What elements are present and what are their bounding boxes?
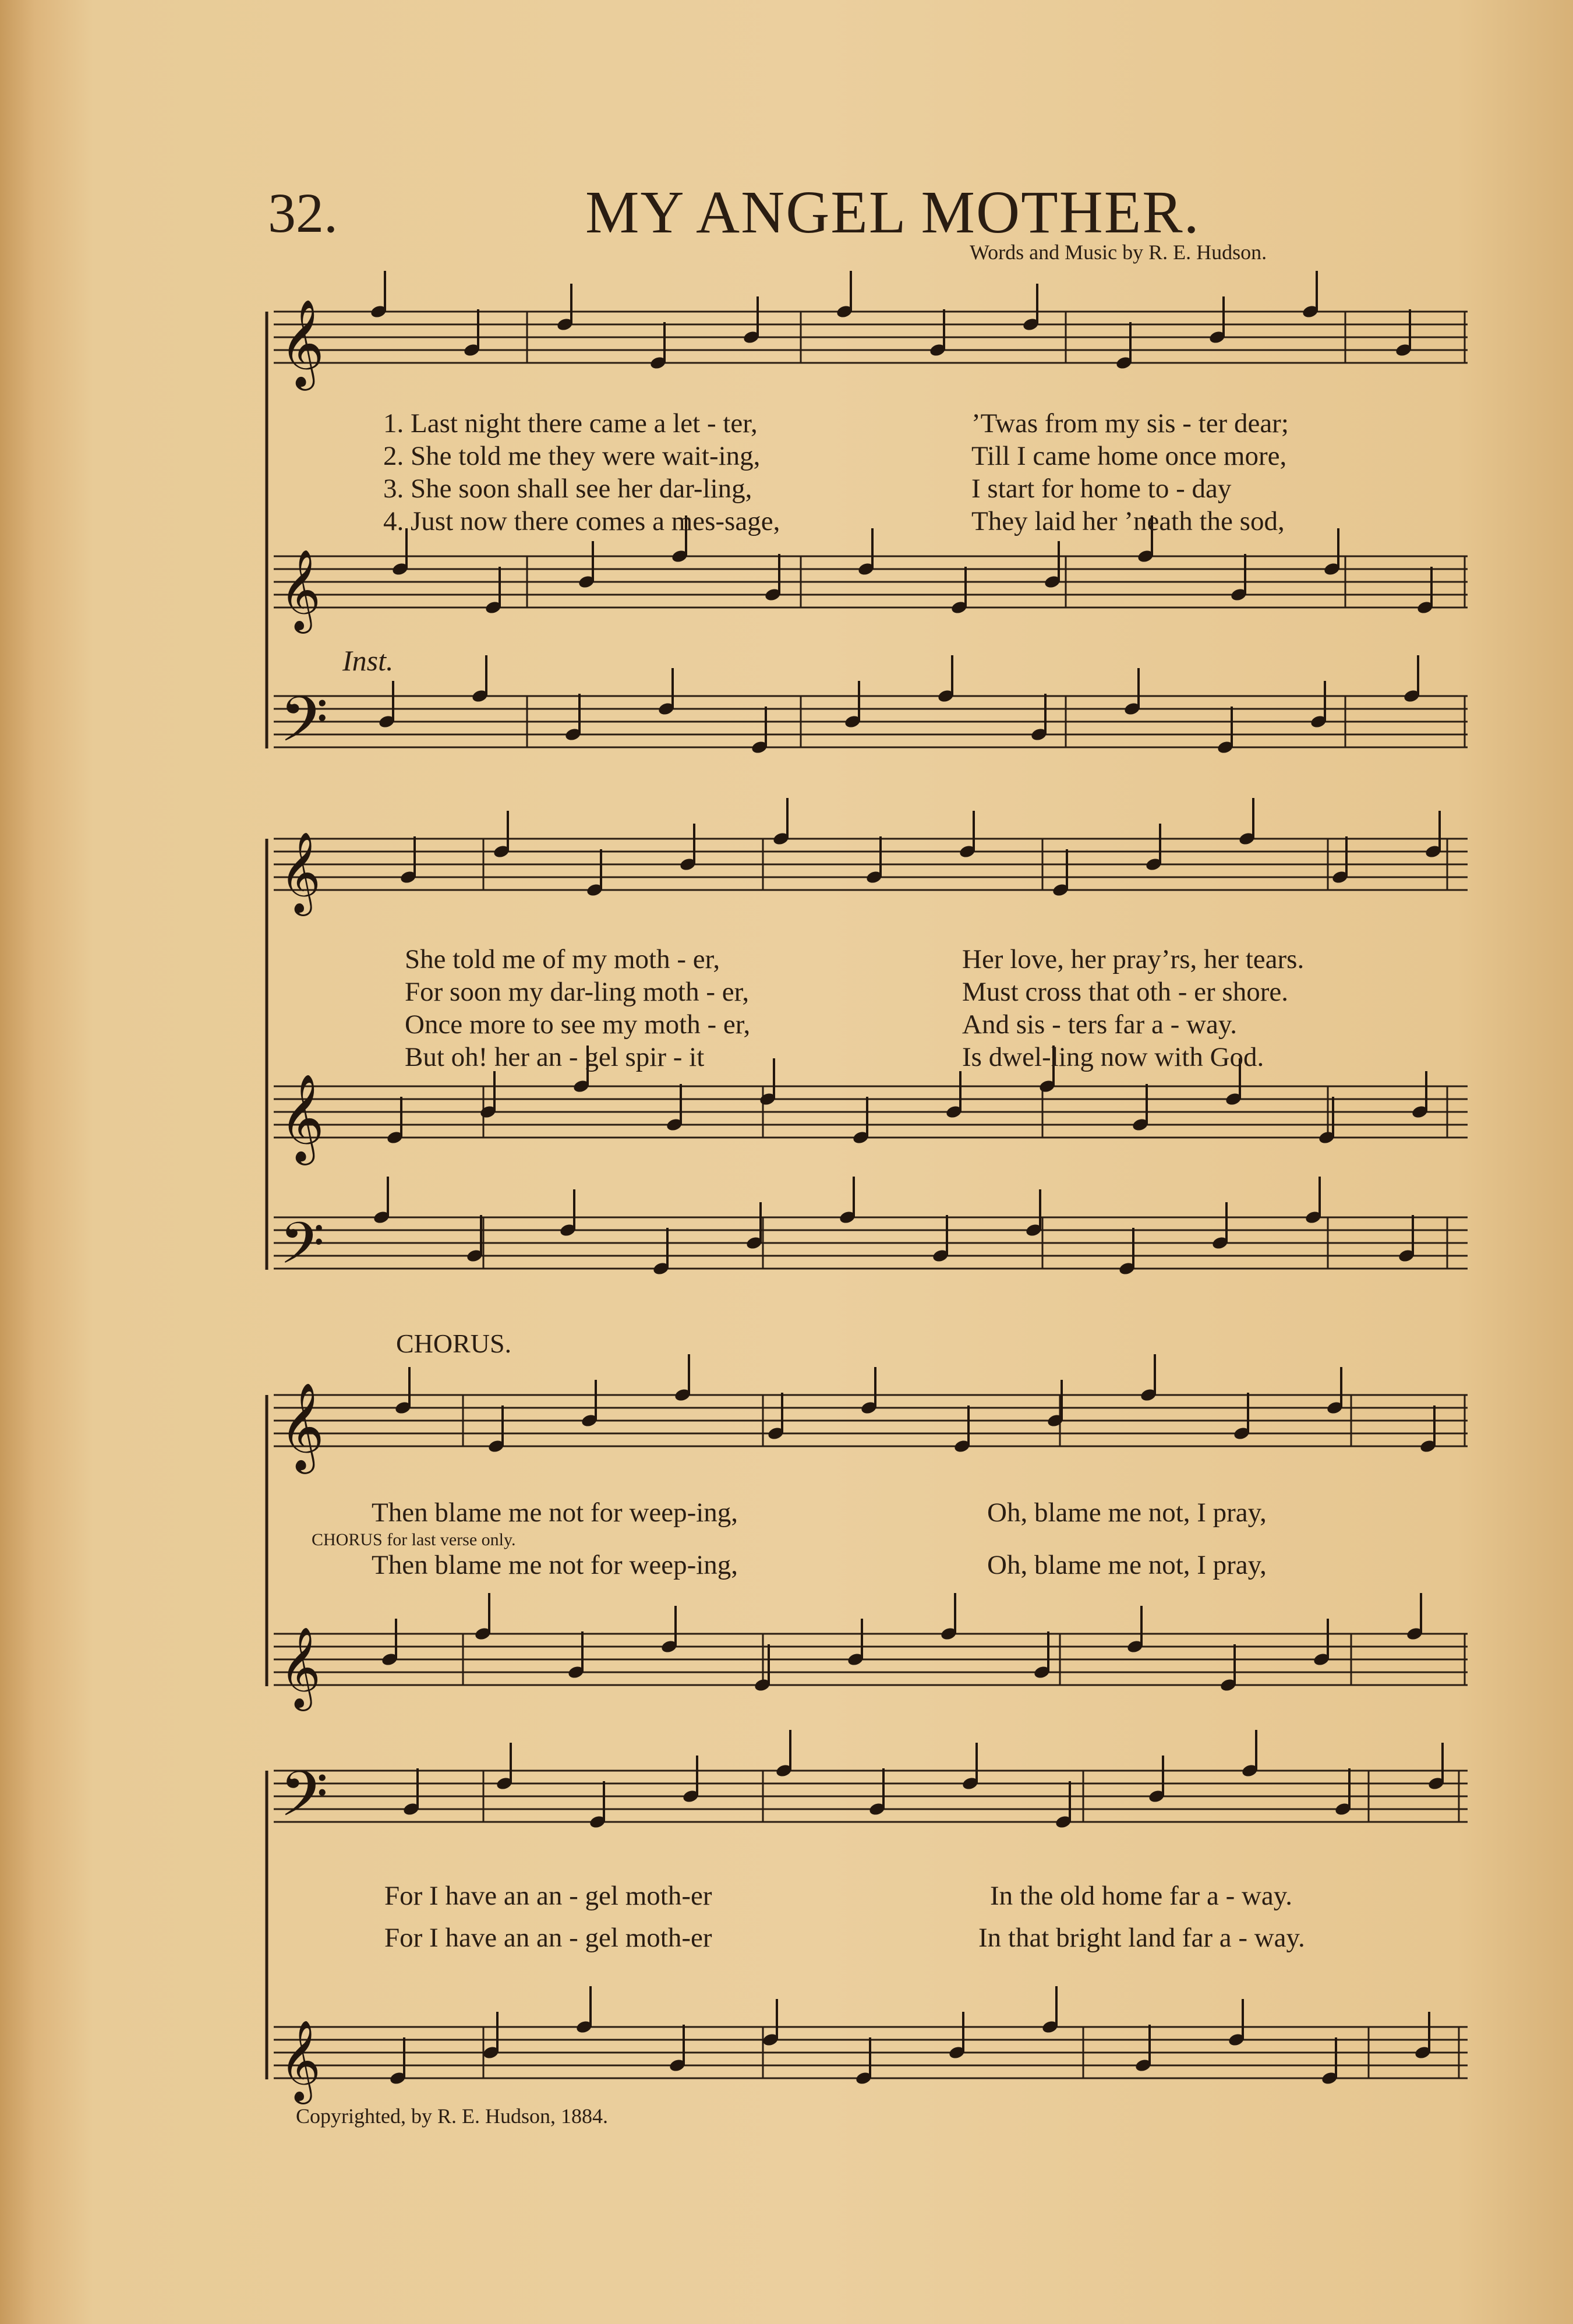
credit-line: Words and Music by R. E. Hudson. — [970, 241, 1267, 264]
clef-icon: 𝄞 — [280, 298, 324, 387]
clef-icon: 𝄞 — [280, 832, 321, 913]
clef-icon: 𝄞 — [280, 1627, 321, 1708]
verse-2-line-b: Till I came home once more, — [971, 441, 1287, 471]
instrument-label: Inst. — [342, 644, 394, 677]
s2-verse-1-line-b: Her love, her pray’rs, her tears. — [962, 944, 1305, 974]
s2-verse-1-line-a: She told me of my moth - er, — [405, 944, 720, 974]
verse-3-line-b: I start for home to - day — [971, 474, 1232, 504]
clef-icon: 𝄞 — [280, 549, 321, 630]
chorus-line-2-a: For I have an an - gel moth-er — [384, 1881, 712, 1911]
hymn-number: 32. — [268, 182, 338, 244]
chorus-alt-line-1-a: Then blame me not for weep-ing, — [372, 1550, 738, 1580]
s2-verse-2-line-b: Must cross that oth - er shore. — [962, 977, 1288, 1007]
s2-verse-3-line-b: And sis - ters far a - way. — [962, 1009, 1238, 1040]
clef-icon: 𝄢 — [280, 1210, 325, 1291]
chorus-alt-line-2-a: For I have an an - gel moth-er — [384, 1923, 712, 1953]
verse-1-line-a: 1. Last night there came a let - ter, — [383, 408, 758, 439]
clef-icon: 𝄞 — [280, 1073, 324, 1161]
chorus-heading: CHORUS. — [396, 1329, 512, 1358]
verse-4-line-a: 4. Just now there comes a mes-sage, — [383, 506, 780, 536]
clef-icon: 𝄢 — [280, 1757, 328, 1846]
chorus-alt-line-1-b: Oh, blame me not, I pray, — [987, 1550, 1267, 1580]
last-verse-label: CHORUS for last verse only. — [312, 1530, 516, 1549]
clef-icon: 𝄞 — [280, 1382, 324, 1470]
chorus-line-2-b: In the old home far a - way. — [990, 1881, 1292, 1911]
s2-verse-4-line-a: But oh! her an - gel spir - it — [405, 1042, 705, 1072]
chorus-line-1-a: Then blame me not for weep-ing, — [372, 1497, 738, 1528]
verse-3-line-a: 3. She soon shall see her dar-ling, — [383, 474, 752, 504]
verse-4-line-b: They laid her ’neath the sod, — [971, 506, 1285, 536]
copyright: Copyrighted, by R. E. Hudson, 1884. — [296, 2104, 608, 2128]
clef-icon: 𝄞 — [280, 2020, 321, 2101]
s2-verse-3-line-a: Once more to see my moth - er, — [405, 1009, 751, 1040]
hymn-title: MY ANGEL MOTHER. — [585, 179, 1200, 246]
chorus-alt-line-2-b: In that bright land far a - way. — [978, 1923, 1305, 1953]
clef-icon: 𝄢 — [280, 683, 328, 771]
verse-1-line-b: ’Twas from my sis - ter dear; — [971, 408, 1289, 439]
s2-verse-4-line-b: Is dwel-ling now with God. — [962, 1042, 1264, 1072]
chorus-line-1-b: Oh, blame me not, I pray, — [987, 1497, 1267, 1528]
s2-verse-2-line-a: For soon my dar-ling moth - er, — [405, 977, 750, 1007]
verse-2-line-a: 2. She told me they were wait-ing, — [383, 441, 761, 471]
